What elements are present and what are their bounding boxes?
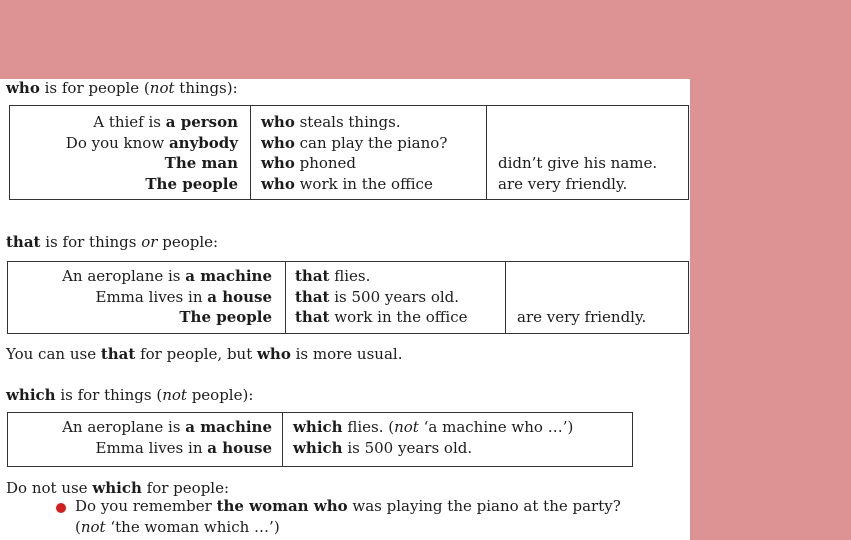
table-row: who can play the piano? bbox=[261, 133, 448, 152]
table-row: An aeroplane is a machine bbox=[62, 267, 272, 285]
example-correction: (not ‘the woman which …’) bbox=[75, 518, 280, 536]
table-row: which is 500 years old. bbox=[293, 438, 473, 457]
continuation-text: are very friendly. bbox=[498, 174, 628, 193]
who-clause-column bbox=[250, 106, 486, 199]
who-continuation-column bbox=[486, 106, 688, 199]
who-heading: who is for people (not things): bbox=[6, 79, 238, 97]
which-heading: which is for things (not people): bbox=[6, 386, 254, 404]
table-row: Emma lives in a house bbox=[95, 438, 272, 457]
which-warning: Do not use which for people: bbox=[6, 479, 230, 497]
who-table bbox=[9, 105, 689, 200]
which-table bbox=[7, 412, 633, 467]
who-antecedent-column bbox=[10, 106, 250, 199]
table-row: who steals things. bbox=[261, 113, 401, 131]
table-row: that flies. bbox=[295, 267, 371, 285]
table-row: Do you know anybody bbox=[65, 133, 238, 152]
which-clause-column bbox=[282, 413, 632, 466]
grammar-page bbox=[0, 79, 690, 540]
usage-note: You can use that for people, but who is more usual. bbox=[6, 345, 403, 363]
continuation-text: didn’t give his name. bbox=[498, 154, 658, 172]
red-bullet-icon bbox=[56, 503, 66, 513]
table-row: A thief is a person bbox=[93, 113, 238, 131]
table-row: that work in the office bbox=[295, 308, 468, 326]
that-continuation-column bbox=[505, 262, 688, 333]
table-row: which flies. (not ‘a machine who …’) bbox=[293, 418, 574, 436]
example-sentence: Do you remember the woman who was playing the piano at the party? bbox=[75, 497, 621, 515]
table-row: The people bbox=[179, 308, 272, 326]
table-row: Emma lives in a house bbox=[95, 287, 272, 306]
table-row: The people bbox=[145, 174, 238, 193]
which-antecedent-column bbox=[8, 413, 282, 466]
that-clause-column bbox=[285, 262, 505, 333]
table-row: who phoned bbox=[261, 154, 357, 172]
that-heading: that is for things or people: bbox=[6, 233, 219, 251]
table-row: The man bbox=[164, 154, 238, 172]
table-row: that is 500 years old. bbox=[295, 287, 460, 306]
that-table bbox=[7, 261, 689, 334]
table-row: An aeroplane is a machine bbox=[62, 418, 272, 436]
table-row: who work in the office bbox=[261, 174, 433, 193]
that-antecedent-column bbox=[8, 262, 285, 333]
continuation-text: are very friendly. bbox=[517, 308, 647, 326]
